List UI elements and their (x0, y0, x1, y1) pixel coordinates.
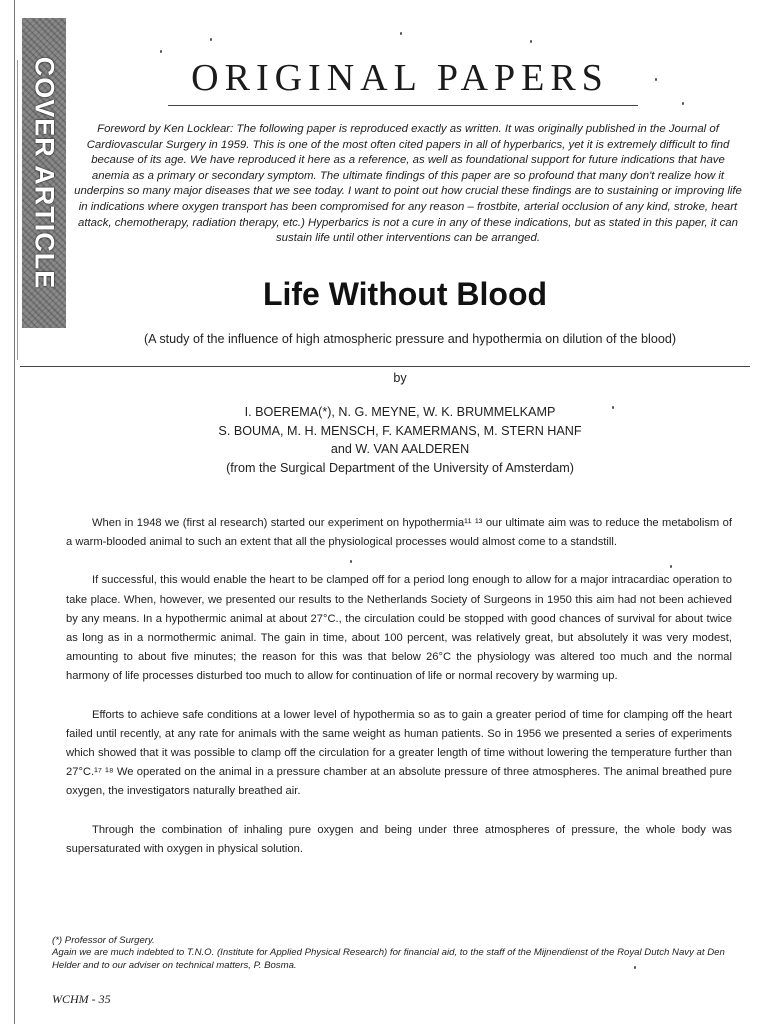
article-body (66, 514, 732, 878)
scan-speck (634, 966, 636, 969)
author-affiliation: (from the Surgical Department of the University of Amsterdam) (226, 460, 574, 475)
body-paragraph: When in 1948 we (first al research) started our experiment on hypothermia¹¹ ¹³ our ultimate aim was to reduce the metabolism of a warm-blooded animal to such an extent that all the physiological processes would almost come to a standstill. (66, 517, 732, 549)
body-paragraph: If successful, this would enable the heart to be clamped off for a period long enough to allow for a major intracardiac operation to take place. When, however, we presented our results to the Netherlands Society of Surgeons in 1950 this aim had not been achieved by any means. In a hypothermic animal at about 27°C., the circulation could be stopped with good chances of survival for about twice as long as in a normothermic animal. The gain in time, about 100 percent, was relatively great, but absolutely it was very modest, amounting to about five minutes; the reason for this was that below 26°C the physiology was altered too much and the normal harmony of life processes disturbed too much to allow for continuation of life or normal recovery by warming up. (66, 574, 732, 683)
footnote: (*) Professor of Surgery. (52, 935, 155, 946)
title-divider (20, 366, 750, 367)
author-block (150, 403, 650, 477)
section-title-underline (168, 105, 638, 106)
scan-speck (682, 102, 684, 105)
footnotes (52, 935, 732, 972)
article-title: Life Without Blood (262, 276, 548, 312)
article-subtitle: (A study of the influence of high atmospheric pressure and hypothermia on dilution of the blood) (143, 332, 677, 346)
left-margin-rule-inner (17, 60, 18, 360)
scan-speck (655, 78, 657, 81)
author-line: S. BOUMA, M. H. MENSCH, F. KAMERMANS, M. STERN HANF (218, 423, 582, 438)
scan-speck (670, 565, 672, 568)
author-line: and W. VAN AALDEREN (330, 442, 470, 457)
cover-article-label: COVER ARTICLE (29, 56, 60, 290)
scan-speck (160, 50, 162, 53)
left-margin-rule (14, 0, 15, 1024)
body-paragraph: Efforts to achieve safe conditions at a lower level of hypothermia so as to gain a greater period of time for clamping off the heart failed until recently, at any rate for animals with the same weight as human patients. So in 1956 we presented a series of experiments which showed that it was possible to clamp off the circulation for a greater length of time without lowering the temperature further than 27°C.¹⁷ ¹⁸ We operated on the animal in a pressure chamber at an absolute pressure of three atmospheres. The animal breathed pure oxygen, the investigators naturally breathed air. (66, 708, 732, 798)
page-number: WCHM - 35 (52, 992, 111, 1006)
footnote: Again we are much indebted to T.N.O. (Institute for Applied Physical Research) for financial aid, to the staff of the Mijnendienst of the Royal Dutch Navy at Den Helder and to our adviser on technical matters, P. Bosma. (52, 947, 725, 971)
body-paragraph: Through the combination of inhaling pure oxygen and being under three atmospheres of pressure, the whole body was supersaturated with oxygen in physical solution. (66, 823, 732, 855)
cover-article-tab (22, 18, 66, 328)
scan-speck (612, 406, 614, 409)
author-line: I. BOEREMA(*), N. G. MEYNE, W. K. BRUMMELKAMP (244, 405, 556, 419)
byline-by: by (393, 371, 407, 385)
section-title: ORIGINAL PAPERS (191, 57, 609, 99)
scan-speck (530, 40, 532, 43)
scan-speck (350, 560, 352, 563)
scan-speck (400, 32, 402, 35)
scan-speck (210, 38, 212, 41)
foreword: Foreword by Ken Locklear: The following paper is reproduced exactly as written. It was originally published in the Journal of Cardiovascular Surgery in 1959. This is one of the most often cited papers in all of hyperbarics, yet it is extremely difficult to find because of its age. We have reproduced it here as a reference, as well as foundational support for future indications that have anemia as a primary or secondary symptom. The ultimate findings of this paper are so profound that many don't realize how it underpins so many major diseases that we see today. I want to point out how crucial these findings are to sustaining or improving life in indications where oxygen transport has been compromised for any reason – frostbite, arterial occlusion of any kind, stroke, heart attack, chemotherapy, radiation therapy, etc.) Hyperbarics is not a cure in any of these indications, but as stated in this paper, it can sustain life until other interventions can be arranged. (74, 123, 742, 245)
